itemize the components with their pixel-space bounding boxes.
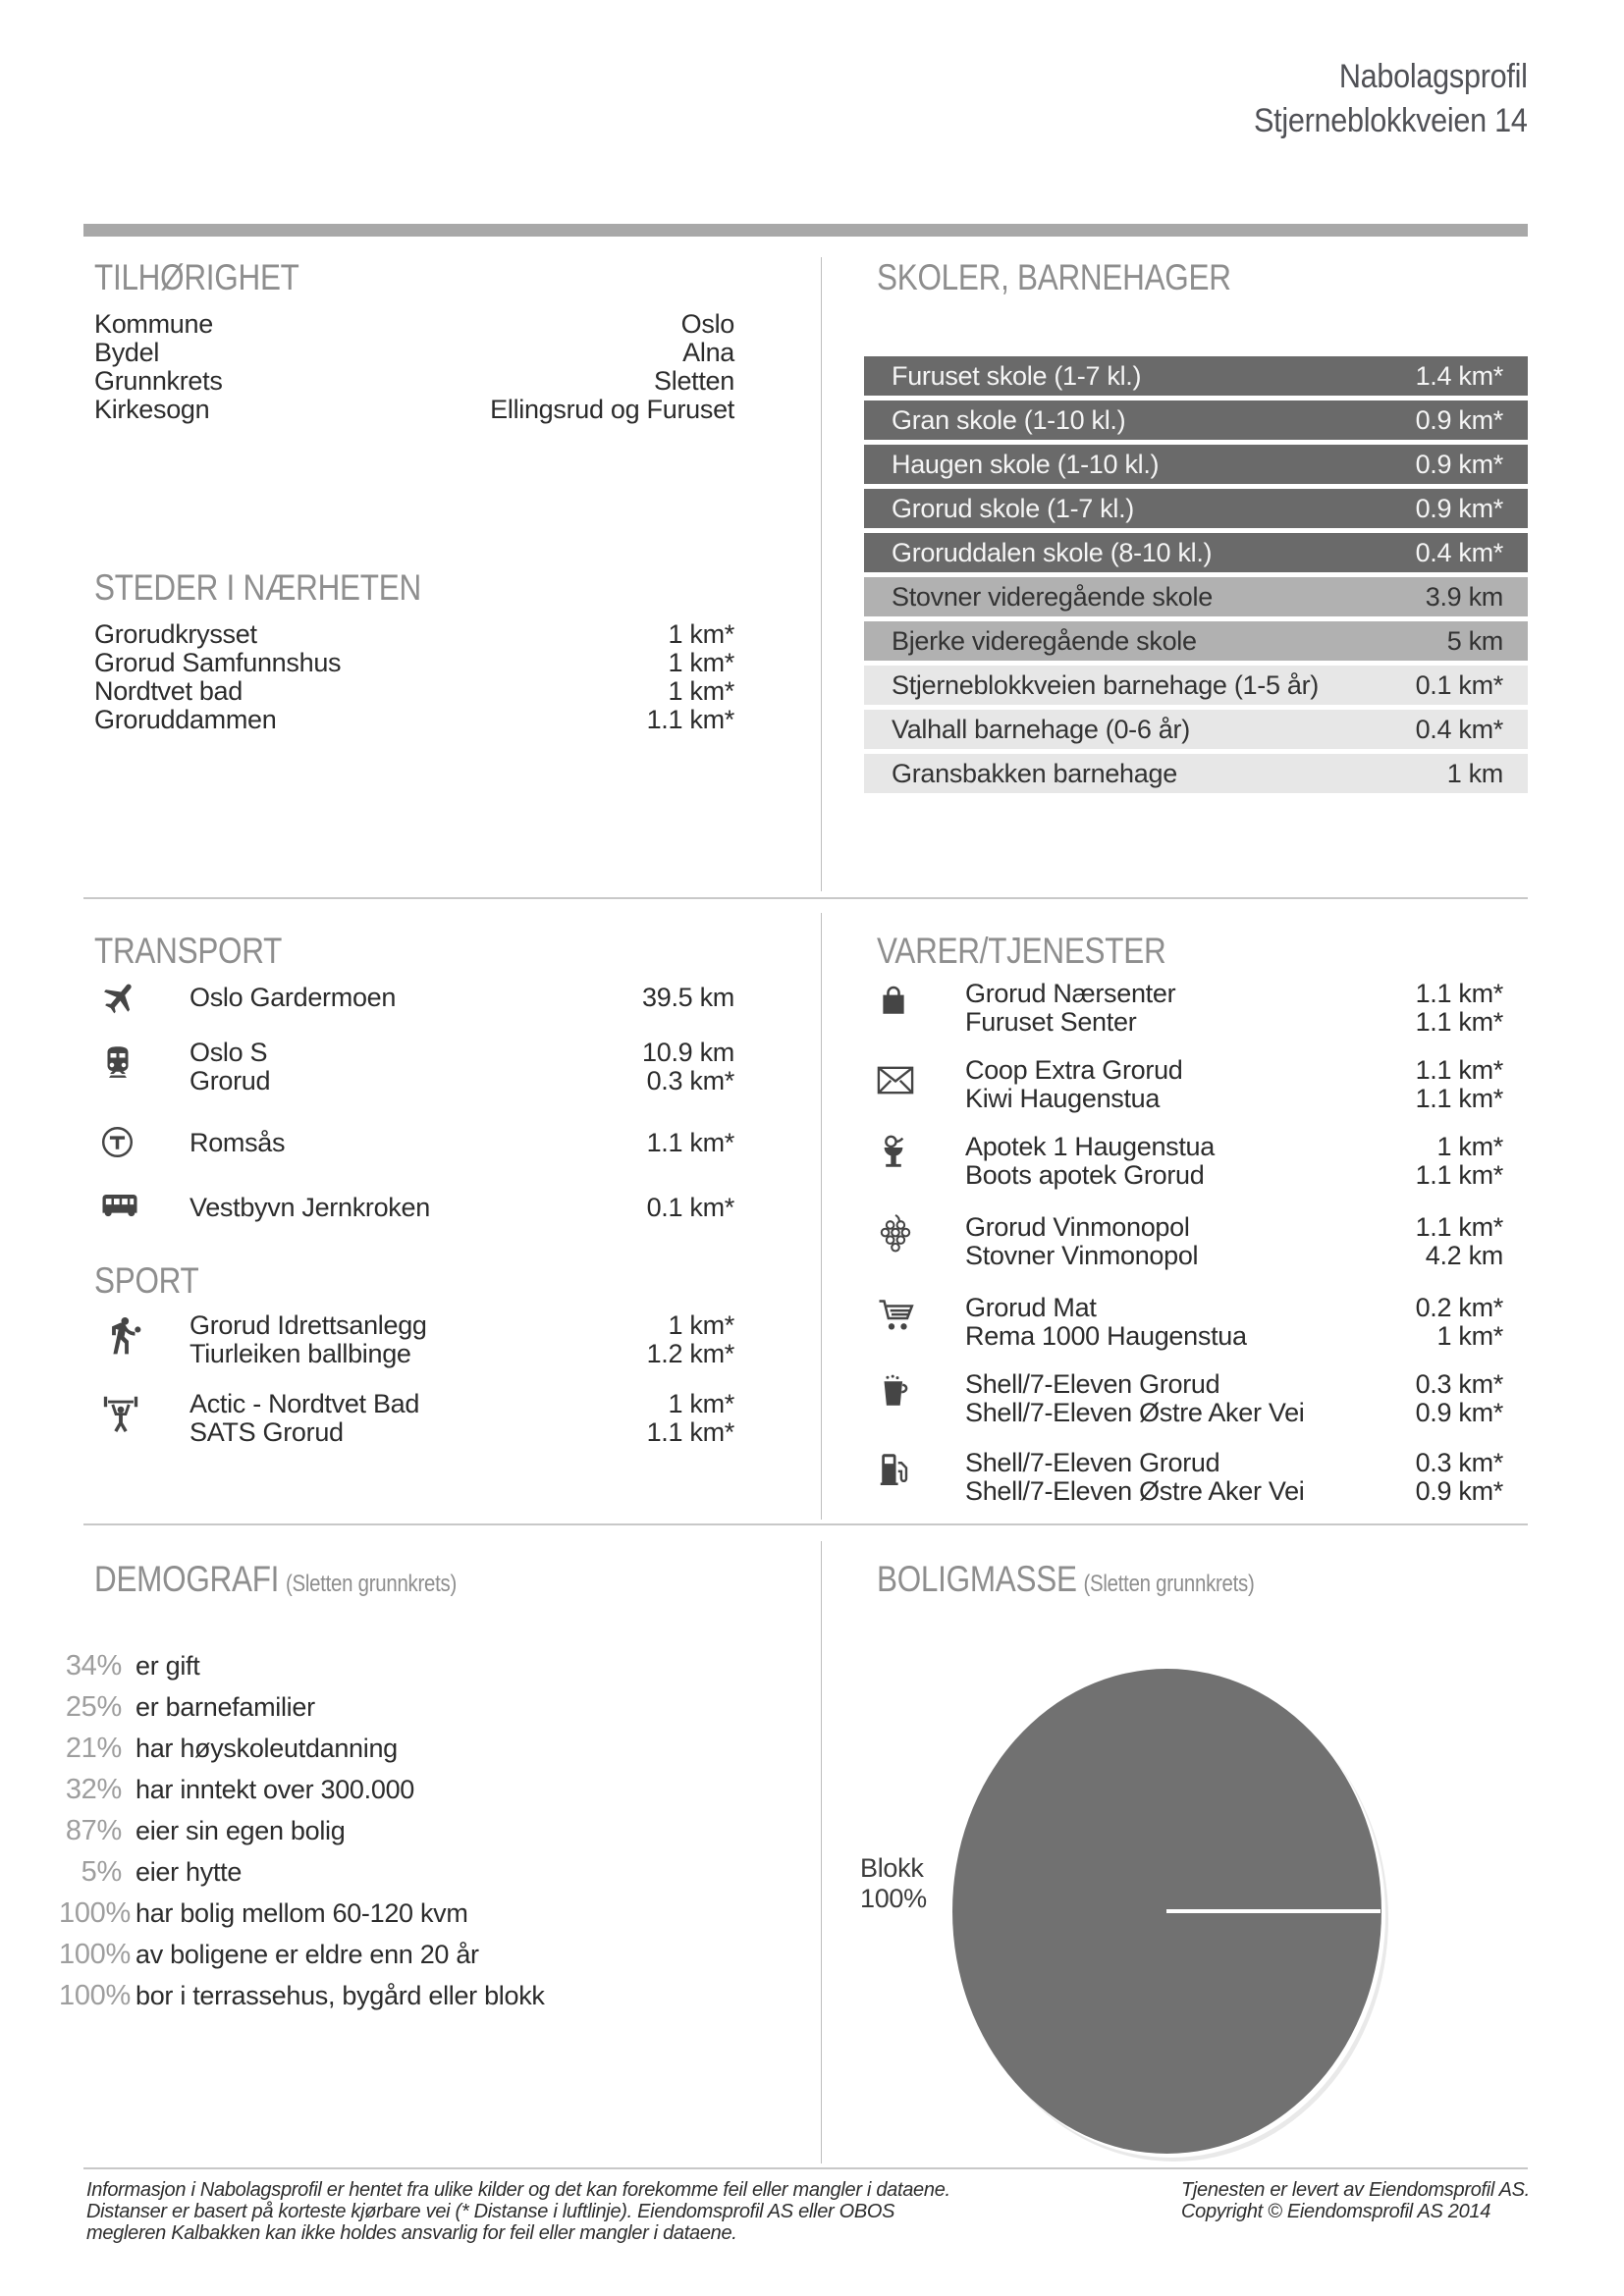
poi-name: Kiwi Haugenstua xyxy=(965,1084,1161,1113)
poi-row xyxy=(189,1067,734,1095)
school-distance: 0.4 km* xyxy=(1415,537,1503,567)
poi-row xyxy=(189,1039,734,1067)
poi-name: Tiurleiken ballbinge xyxy=(189,1339,411,1368)
statistic-label: har høyskoleutdanning xyxy=(135,1734,398,1763)
transport-heading: TRANSPORT xyxy=(94,931,283,971)
item-value: Sletten xyxy=(654,366,734,396)
poi-name: Grorud Idrettsanlegg xyxy=(189,1310,427,1340)
tilhorighet-list xyxy=(94,310,734,424)
poi-row xyxy=(189,984,734,1012)
varer-group-mat xyxy=(877,1294,1503,1351)
footer-disclaimer xyxy=(86,2179,1147,2244)
poi-distance: 0.9 km* xyxy=(1415,1476,1503,1506)
item-value: Oslo xyxy=(680,309,734,339)
demografi-row xyxy=(59,1981,746,2010)
list-item xyxy=(94,367,734,396)
school-distance: 0.4 km* xyxy=(1415,714,1503,744)
list-item xyxy=(94,396,734,424)
poi-name: Grorud xyxy=(189,1066,271,1095)
list-item xyxy=(94,677,734,706)
footer-copyright xyxy=(1181,2179,1594,2222)
pie-slice-divider xyxy=(1166,1909,1380,1913)
column-divider xyxy=(821,913,822,1520)
weightlifter-icon xyxy=(100,1392,141,1442)
boligmasse-subheading: (Sletten grunnkrets) xyxy=(1083,1571,1255,1597)
school-name: Gran skole (1-10 kl.) xyxy=(892,404,1126,435)
item-label: Grorud Samfunnshus xyxy=(94,648,342,677)
table-row xyxy=(864,533,1528,572)
poi-name: Grorud Nærsenter xyxy=(965,979,1176,1008)
list-item xyxy=(94,310,734,339)
percentage: 25% xyxy=(65,1691,122,1723)
header-divider-bar xyxy=(83,224,1528,237)
poi-distance: 39.5 km xyxy=(642,983,734,1012)
poi-row xyxy=(189,1129,734,1157)
column-divider xyxy=(821,257,822,891)
document-title xyxy=(1254,55,1528,143)
school-distance: 0.9 km* xyxy=(1415,404,1503,435)
shopping-cart-icon xyxy=(877,1298,916,1339)
percentage: 34% xyxy=(65,1650,122,1682)
poi-name: Boots apotek Grorud xyxy=(965,1160,1205,1190)
demografi-row xyxy=(59,1898,746,1928)
percentage: 21% xyxy=(65,1733,122,1764)
poi-distance: 1 km* xyxy=(668,1389,734,1418)
school-name: Haugen skole (1-10 kl.) xyxy=(892,449,1160,479)
transport-group-bus xyxy=(94,1194,734,1222)
poi-distance: 1 km* xyxy=(668,1310,734,1340)
bus-icon xyxy=(100,1194,139,1225)
table-row xyxy=(864,577,1528,616)
list-item xyxy=(94,649,734,677)
percentage: 87% xyxy=(65,1815,122,1846)
steder-heading: STEDER I NÆRHETEN xyxy=(94,567,421,608)
school-name: Stjerneblokkveien barnehage (1-5 år) xyxy=(892,669,1319,700)
poi-row xyxy=(965,1399,1503,1427)
percentage: 100% xyxy=(59,1939,131,1970)
demografi-subheading: (Sletten grunnkrets) xyxy=(285,1571,458,1597)
sport-group-gym xyxy=(94,1390,734,1447)
statistic-label: har inntekt over 300.000 xyxy=(135,1775,414,1804)
demografi-row xyxy=(59,1692,746,1722)
pie-slice-name: Blokk xyxy=(860,1853,924,1883)
poi-row xyxy=(965,1008,1503,1037)
sport-heading: SPORT xyxy=(94,1260,199,1301)
poi-row xyxy=(189,1340,734,1368)
boligmasse-heading-text: BOLIGMASSE xyxy=(877,1559,1077,1599)
poi-row xyxy=(965,980,1503,1008)
poi-distance: 10.9 km xyxy=(642,1038,734,1067)
statistic-label: eier sin egen bolig xyxy=(135,1816,346,1845)
table-row xyxy=(864,356,1528,396)
poi-distance: 0.3 km* xyxy=(1415,1369,1503,1399)
percentage: 32% xyxy=(65,1774,122,1805)
poi-row xyxy=(965,1213,1503,1242)
poi-name: Shell/7-Eleven Østre Aker Vei xyxy=(965,1398,1305,1427)
poi-distance: 1 km* xyxy=(1436,1321,1503,1351)
demografi-row xyxy=(59,1775,746,1804)
list-item xyxy=(94,706,734,734)
school-name: Grorud skole (1-7 kl.) xyxy=(892,493,1134,523)
poi-row xyxy=(965,1449,1503,1477)
poi-name: SATS Grorud xyxy=(189,1417,344,1447)
poi-distance: 1.1 km* xyxy=(1415,1212,1503,1242)
statistic-label: bor i terrassehus, bygård eller blokk xyxy=(135,1981,545,2010)
varer-group-dagligvare xyxy=(877,1056,1503,1113)
school-name: Gransbakken barnehage xyxy=(892,758,1177,788)
poi-distance: 0.2 km* xyxy=(1415,1293,1503,1322)
metro-icon xyxy=(100,1125,135,1164)
school-distance: 3.9 km xyxy=(1425,581,1503,612)
table-row xyxy=(864,666,1528,705)
varer-heading: VARER/TJENESTER xyxy=(877,931,1166,971)
poi-distance: 1.1 km* xyxy=(1415,1160,1503,1190)
skoler-heading: SKOLER, BARNEHAGER xyxy=(877,257,1231,297)
tilhorighet-heading: TILHØRIGHET xyxy=(94,257,299,297)
statistic-label: er gift xyxy=(135,1651,200,1681)
document-address: Stjerneblokkveien 14 xyxy=(1254,102,1528,139)
pharmacy-icon xyxy=(877,1133,910,1177)
poi-name: Romsås xyxy=(189,1128,286,1157)
transport-group-train xyxy=(94,1039,734,1095)
statistic-label: er barnefamilier xyxy=(135,1692,315,1722)
poi-name: Actic - Nordtvet Bad xyxy=(189,1389,420,1418)
school-name: Furuset skole (1-7 kl.) xyxy=(892,360,1142,391)
demografi-row xyxy=(59,1734,746,1763)
table-row xyxy=(864,400,1528,440)
item-label: Grorudkrysset xyxy=(94,619,257,649)
poi-distance: 1.1 km* xyxy=(1415,1055,1503,1085)
varer-group-vinmonopol xyxy=(877,1213,1503,1270)
item-value: Ellingsrud og Furuset xyxy=(490,395,734,424)
item-label: Nordtvet bad xyxy=(94,676,243,706)
poi-distance: 0.1 km* xyxy=(646,1193,734,1222)
school-name: Valhall barnehage (0-6 år) xyxy=(892,714,1190,744)
table-row xyxy=(864,754,1528,793)
poi-name: Furuset Senter xyxy=(965,1007,1137,1037)
footer-divider xyxy=(83,2167,1528,2169)
percentage: 100% xyxy=(59,1897,131,1929)
footer-disclaimer-line: Informasjon i Nabolagsprofil er hentet fra ulike kilder og det kan forekomme feil eller mangler i dataene. xyxy=(86,2179,950,2201)
poi-row xyxy=(965,1477,1503,1506)
footer-disclaimer-line: megleren Kalbakken kan ikke holdes ansvarlig for feil eller mangler i dataene. xyxy=(86,2222,737,2244)
poi-distance: 0.3 km* xyxy=(646,1066,734,1095)
grapes-icon xyxy=(877,1213,914,1258)
poi-name: Shell/7-Eleven Grorud xyxy=(965,1448,1220,1477)
poi-name: Apotek 1 Haugenstua xyxy=(965,1132,1215,1161)
poi-distance: 1.2 km* xyxy=(646,1339,734,1368)
pie-slice-label xyxy=(860,1853,927,1914)
item-label: Kirkesogn xyxy=(94,395,210,424)
poi-row xyxy=(965,1294,1503,1322)
statistic-label: av boligene er eldre enn 20 år xyxy=(135,1940,479,1969)
poi-name: Coop Extra Grorud xyxy=(965,1055,1183,1085)
skoler-table xyxy=(864,356,1528,798)
poi-distance: 1 km* xyxy=(1436,1132,1503,1161)
poi-name: Shell/7-Eleven Grorud xyxy=(965,1369,1220,1399)
envelope-icon xyxy=(877,1066,914,1099)
poi-row xyxy=(189,1311,734,1340)
table-row xyxy=(864,621,1528,661)
school-distance: 5 km xyxy=(1446,625,1503,656)
item-label: Grunnkrets xyxy=(94,366,223,396)
footer-copyright-line: Copyright © Eiendomsprofil AS 2014 xyxy=(1181,2201,1491,2222)
poi-name: Grorud Mat xyxy=(965,1293,1097,1322)
poi-distance: 0.3 km* xyxy=(1415,1448,1503,1477)
poi-row xyxy=(189,1390,734,1418)
item-value: 1 km* xyxy=(668,619,734,649)
coffee-cup-icon xyxy=(877,1372,912,1416)
section-divider xyxy=(83,897,1528,899)
poi-name: Stovner Vinmonopol xyxy=(965,1241,1199,1270)
demografi-row xyxy=(59,1816,746,1845)
footer-disclaimer-line: Distanser er basert på korteste kjørbare vei (* Distanse i luftlinje). Eiendomsprofil AS eller OBOS xyxy=(86,2201,895,2222)
varer-group-bensin xyxy=(877,1449,1503,1506)
school-distance: 0.1 km* xyxy=(1415,669,1503,700)
poi-distance: 1.1 km* xyxy=(646,1417,734,1447)
soccer-player-icon xyxy=(100,1313,145,1363)
list-item xyxy=(94,620,734,649)
airplane-icon xyxy=(100,978,139,1022)
table-row xyxy=(864,489,1528,528)
list-item xyxy=(94,339,734,367)
poi-distance: 4.2 km xyxy=(1425,1241,1503,1270)
pie-slice-value: 100% xyxy=(860,1884,927,1913)
demografi-heading xyxy=(94,1559,457,1600)
school-name: Bjerke videregående skole xyxy=(892,625,1197,656)
boligmasse-heading xyxy=(877,1559,1255,1600)
item-value: 1.1 km* xyxy=(646,705,734,734)
percentage: 5% xyxy=(81,1856,122,1888)
steder-list xyxy=(94,620,734,734)
poi-distance: 0.9 km* xyxy=(1415,1398,1503,1427)
item-label: Kommune xyxy=(94,309,213,339)
school-distance: 0.9 km* xyxy=(1415,493,1503,523)
section-divider xyxy=(83,1523,1528,1525)
poi-row xyxy=(189,1194,734,1222)
poi-name: Rema 1000 Haugenstua xyxy=(965,1321,1247,1351)
sport-group-idrett xyxy=(94,1311,734,1368)
item-value: Alna xyxy=(682,338,734,367)
item-label: Bydel xyxy=(94,338,160,367)
poi-distance: 1.1 km* xyxy=(1415,979,1503,1008)
poi-name: Oslo S xyxy=(189,1038,268,1067)
statistic-label: eier hytte xyxy=(135,1857,243,1887)
poi-row xyxy=(965,1322,1503,1351)
item-value: 1 km* xyxy=(668,648,734,677)
statistic-label: har bolig mellom 60-120 kvm xyxy=(135,1898,468,1928)
footer-provider-line: Tjenesten er levert av Eiendomsprofil AS. xyxy=(1181,2179,1530,2201)
school-name: Stovner videregående skole xyxy=(892,581,1213,612)
school-distance: 1 km xyxy=(1446,758,1503,788)
poi-row xyxy=(965,1242,1503,1270)
poi-distance: 1.1 km* xyxy=(646,1128,734,1157)
table-row xyxy=(864,445,1528,484)
poi-row xyxy=(965,1161,1503,1190)
item-label: Groruddammen xyxy=(94,705,277,734)
poi-name: Grorud Vinmonopol xyxy=(965,1212,1190,1242)
fuel-pump-icon xyxy=(877,1451,912,1493)
poi-name: Shell/7-Eleven Østre Aker Vei xyxy=(965,1476,1305,1506)
document-title-line1: Nabolagsprofil xyxy=(1339,58,1528,95)
school-name: Groruddalen skole (8-10 kl.) xyxy=(892,537,1213,567)
demografi-row xyxy=(59,1857,746,1887)
demografi-heading-text: DEMOGRAFI xyxy=(94,1559,280,1599)
poi-distance: 1.1 km* xyxy=(1415,1007,1503,1037)
poi-row xyxy=(965,1370,1503,1399)
poi-distance: 1.1 km* xyxy=(1415,1084,1503,1113)
transport-group-airport xyxy=(94,984,734,1012)
table-row xyxy=(864,710,1528,749)
varer-group-kiosk xyxy=(877,1370,1503,1427)
varer-group-senter xyxy=(877,980,1503,1037)
demografi-row xyxy=(59,1651,746,1681)
poi-name: Oslo Gardermoen xyxy=(189,983,397,1012)
transport-group-metro xyxy=(94,1129,734,1157)
school-distance: 1.4 km* xyxy=(1415,360,1503,391)
poi-row xyxy=(965,1085,1503,1113)
school-distance: 0.9 km* xyxy=(1415,449,1503,479)
poi-row xyxy=(965,1133,1503,1161)
percentage: 100% xyxy=(59,1980,131,2011)
item-value: 1 km* xyxy=(668,676,734,706)
poi-row xyxy=(965,1056,1503,1085)
poi-row xyxy=(189,1418,734,1447)
demografi-row xyxy=(59,1940,746,1969)
train-icon xyxy=(100,1039,135,1091)
varer-group-apotek xyxy=(877,1133,1503,1190)
column-divider xyxy=(821,1541,822,2163)
shopping-bag-icon xyxy=(877,982,910,1026)
poi-name: Vestbyvn Jernkroken xyxy=(189,1193,430,1222)
demografi-list xyxy=(59,1651,746,2022)
